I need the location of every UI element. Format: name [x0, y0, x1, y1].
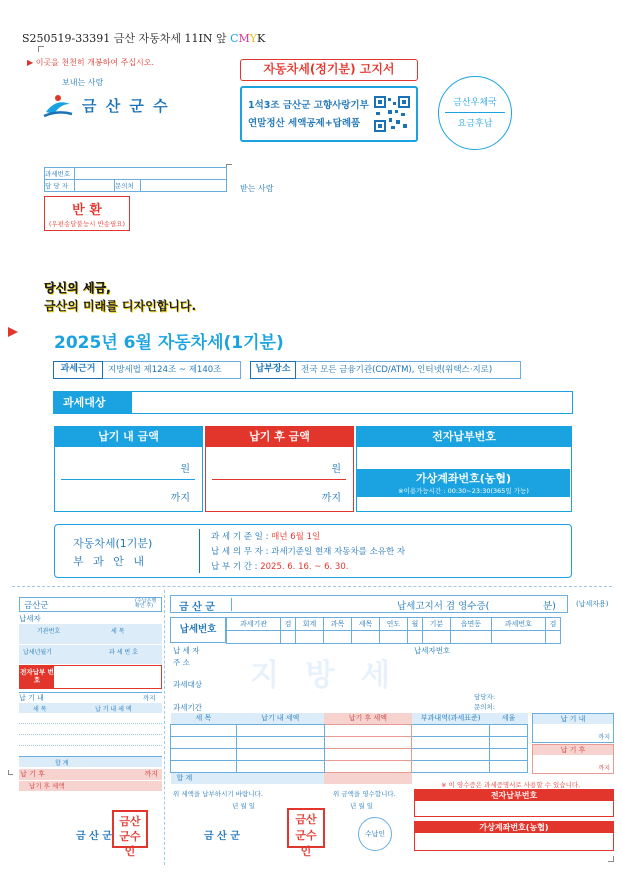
receipt-payer: 납 세 자	[173, 646, 200, 655]
receipt-date2: 년 월 일	[350, 802, 373, 810]
return-title: 반 환	[72, 203, 102, 218]
amount-in-until: 까지	[170, 493, 190, 504]
basis-label: 과세근거	[53, 361, 103, 379]
stub-total-label: 합 계	[55, 760, 69, 767]
stub-row-a2: 세 목	[111, 628, 125, 635]
perforation-line	[12, 586, 612, 587]
h-detail: 부과내역(과세표준)	[412, 713, 490, 724]
receipt-target: 과세대상	[173, 680, 202, 689]
h-rate: 세율	[490, 713, 528, 724]
stub-tax-item: 세 목	[33, 706, 47, 713]
return-box	[44, 196, 130, 231]
stub-footer-org: 금 산 군	[76, 831, 112, 842]
target-label: 과세대상	[53, 391, 131, 414]
guide-divider	[199, 529, 200, 573]
h-in: 납기 내 세액	[236, 713, 324, 724]
notice-title: 자동차세(정기분) 고지서	[240, 59, 418, 81]
stub-tax-amt-in: 납 기 내 세 액	[95, 706, 132, 713]
receipt-watermark: 지 방 세	[250, 658, 398, 693]
side-due-after	[532, 744, 614, 774]
stub-org: 금산군	[24, 601, 49, 611]
stub-row-b1: 납세년월기	[23, 649, 52, 656]
e-pay-header: 전자납부번호	[357, 427, 571, 447]
promo-box	[240, 86, 418, 142]
stub-due-after-until: 까지	[144, 770, 158, 778]
cmyk-m: M	[238, 32, 250, 45]
promo-line2: 연말정산 세액공제+답례품	[248, 118, 361, 129]
receipt-taxno-cols	[227, 618, 561, 631]
stub-tax-after	[19, 780, 162, 791]
receipt-title: 납세고지서 겸 영수증(	[397, 601, 490, 612]
amount-after-divider	[212, 479, 346, 480]
admin-taxno-label: 과세번호	[45, 168, 75, 180]
side-due-in	[532, 713, 614, 743]
receipt-note: ※ 이 영수증은 과세증명서로 사용할 수 있습니다.	[441, 781, 581, 789]
stub-stamp-note: (수납은행 확인 후)	[135, 598, 157, 609]
stub-due-in: 납 기 내	[19, 694, 44, 702]
stub-org-box	[19, 597, 162, 612]
virtual-account-band	[357, 469, 570, 497]
receiver-caption: 받는 사람	[240, 184, 274, 193]
guide-box	[54, 524, 572, 578]
amount-after-header: 납기 후 금액	[206, 427, 353, 447]
county-logo-icon	[42, 92, 74, 120]
col-town: 읍면동	[450, 618, 491, 631]
basis-value: 지방세법 제124조 ~ 제140조	[103, 361, 241, 379]
stub-until: 까지	[143, 694, 156, 702]
admin-manager-value	[75, 180, 115, 192]
cmyk-y: Y	[249, 32, 258, 45]
receipt-contact2: 문의처:	[474, 703, 496, 711]
stub-item-rows	[19, 713, 162, 757]
receipt-e-number-label: 전자납부번호	[415, 790, 613, 801]
open-notice: ▶ 이곳을 천천히 개봉하여 주십시오.	[27, 58, 155, 67]
postal-stamp	[438, 76, 512, 150]
stub-row-b2: 과 세 번 호	[109, 649, 138, 656]
cmyk-k: K	[257, 32, 266, 45]
receipt-contact1: 담당자:	[474, 693, 496, 701]
amount-in-won: 원	[180, 464, 190, 475]
receipt-seal-icon	[287, 808, 325, 858]
h-after: 납기 후 세액	[324, 713, 412, 724]
receiver-seal-circle	[358, 817, 392, 851]
stub-row-a	[19, 624, 162, 644]
cmyk-c: C	[230, 32, 239, 45]
stub-row-b	[19, 644, 162, 664]
admin-contact-label: 문의처	[115, 180, 141, 192]
e-pay-box	[356, 426, 572, 512]
side-due-after-label: 납 기 후	[533, 745, 613, 755]
postal-bottom: 요금후납	[457, 119, 493, 129]
col-account: 회계	[296, 618, 324, 631]
amount-in-header: 납기 내 금액	[55, 427, 202, 447]
postal-top: 금산우체국	[453, 98, 497, 108]
fold-mark-icon	[8, 322, 18, 341]
stub-seal-icon	[112, 810, 148, 858]
col-period: 기분	[422, 618, 450, 631]
stub-total	[19, 757, 162, 767]
receipt-header	[170, 595, 568, 613]
stub-e-label: 전자납부 번 호	[20, 666, 54, 688]
sender-org: 금 산 군 수	[82, 97, 170, 115]
admin-contact-value	[141, 180, 227, 192]
col-check2: 검	[545, 618, 560, 631]
slogan-line2: 금산의 미래를 디자인합니다.	[44, 299, 197, 313]
return-sub: (우편송달불능시 반송필요)	[48, 220, 126, 228]
stub-seal-text: 금산 군수인	[119, 815, 141, 858]
col-year: 연도	[379, 618, 407, 631]
receipt-taxno-grid	[226, 617, 561, 643]
stub-e-number	[19, 665, 162, 689]
place-label: 납부장소	[250, 361, 296, 379]
virtual-account-title: 가상계좌번호(농협)	[415, 472, 512, 485]
postal-divider	[445, 112, 505, 113]
guide-title2: 부 과 안 내	[73, 555, 147, 568]
receipt-taxno-label: 납세번호	[170, 617, 226, 643]
admin-manager-label: 담 당 자	[45, 180, 75, 192]
receipt-address: 주 소	[173, 658, 190, 667]
admin-taxno-value	[75, 168, 227, 180]
target-value	[131, 391, 573, 414]
guide-line1: 과 세 기 준 일 : 매년 6월 1일	[211, 532, 321, 542]
receipt-footer-org: 금 산 군	[204, 831, 240, 842]
stub-due-after-label: 납 기 후	[20, 770, 45, 778]
perforation-vertical	[164, 590, 165, 865]
receipt-notice1: 위 세액을 납부하시기 바랍니다.	[173, 790, 263, 798]
h-item: 세 목	[171, 713, 237, 724]
amount-in-divider	[61, 479, 195, 480]
receipt-payer-no: 납세자번호	[414, 646, 451, 655]
receipt-tax-table	[170, 713, 528, 788]
side-due-after-until: 까지	[598, 765, 610, 772]
promo-line1: 1석3조 금산군 고향사랑기부	[248, 100, 369, 111]
sender-caption: 보내는 사람	[62, 78, 104, 87]
stub-tax-after-label: 납기 후 세액	[29, 782, 65, 790]
amount-after-won: 원	[331, 464, 341, 475]
col-subject: 과목	[323, 618, 351, 631]
receipt-header-divider	[231, 598, 232, 611]
receiver-seal-text: 수납인	[364, 830, 386, 838]
side-due-in-label: 납 기 내	[533, 714, 613, 724]
amount-in-box	[54, 426, 203, 512]
side-due-in-until: 까지	[598, 734, 610, 741]
receipt-org: 금 산 군	[179, 602, 215, 613]
slogan-line1: 당신의 세금,	[44, 281, 111, 295]
guide-line2: 납 세 의 무 자 : 과세기준일 현재 자동차를 소유한 자	[211, 547, 406, 557]
print-code: S250519-33391 금산 자동차세 11IN 앞 CMYK	[22, 32, 266, 45]
amount-after-until: 까지	[321, 493, 341, 504]
col-agency: 과세기관	[227, 618, 281, 631]
receipt-virtual	[414, 821, 614, 851]
receipt-title-end: 분)	[543, 601, 556, 612]
stub-due-after	[19, 769, 162, 780]
main-title: 2025년 6월 자동차세(1기분)	[54, 333, 284, 353]
receipt-e-number	[414, 789, 614, 817]
col-month: 월	[407, 618, 422, 631]
receipt-date: 년 월 일	[232, 802, 255, 810]
receipt-period: 과세기간	[173, 703, 202, 712]
receipt-virtual-label: 가상계좌번호(농협)	[415, 822, 613, 833]
place-value: 전국 모든 금융기관(CD/ATM), 인터넷(위택스·지로)	[296, 361, 521, 379]
receipt-total: 합 계	[171, 772, 237, 784]
stub-row-a1: 기관번호	[37, 628, 61, 635]
stub-taxpayer: 납세자	[19, 614, 41, 623]
qr-code-icon	[374, 96, 410, 132]
col-check1: 검	[281, 618, 296, 631]
receipt-notice2: 위 금액을 영수합니다.	[333, 790, 396, 798]
amount-after-box	[205, 426, 354, 512]
admin-box	[44, 167, 227, 191]
crop-mark	[608, 856, 614, 862]
guide-title1: 자동차세(1기분)	[73, 537, 153, 550]
guide-line3: 납 부 기 간 : 2025. 6. 16. ~ 6. 30.	[211, 562, 349, 572]
virtual-account-sub: ※이용가능시간 : 00:30~23:30(365일 가능)	[398, 487, 529, 495]
crop-mark	[38, 46, 44, 52]
stub-item-header	[19, 703, 162, 713]
crop-mark	[8, 770, 13, 775]
col-taxno: 과세번호	[491, 618, 545, 631]
receipt-for-taxpayer: (납세자용)	[576, 600, 609, 608]
col-taxitem: 세목	[351, 618, 379, 631]
receipt-seal-text: 금산 군수인	[295, 813, 317, 858]
